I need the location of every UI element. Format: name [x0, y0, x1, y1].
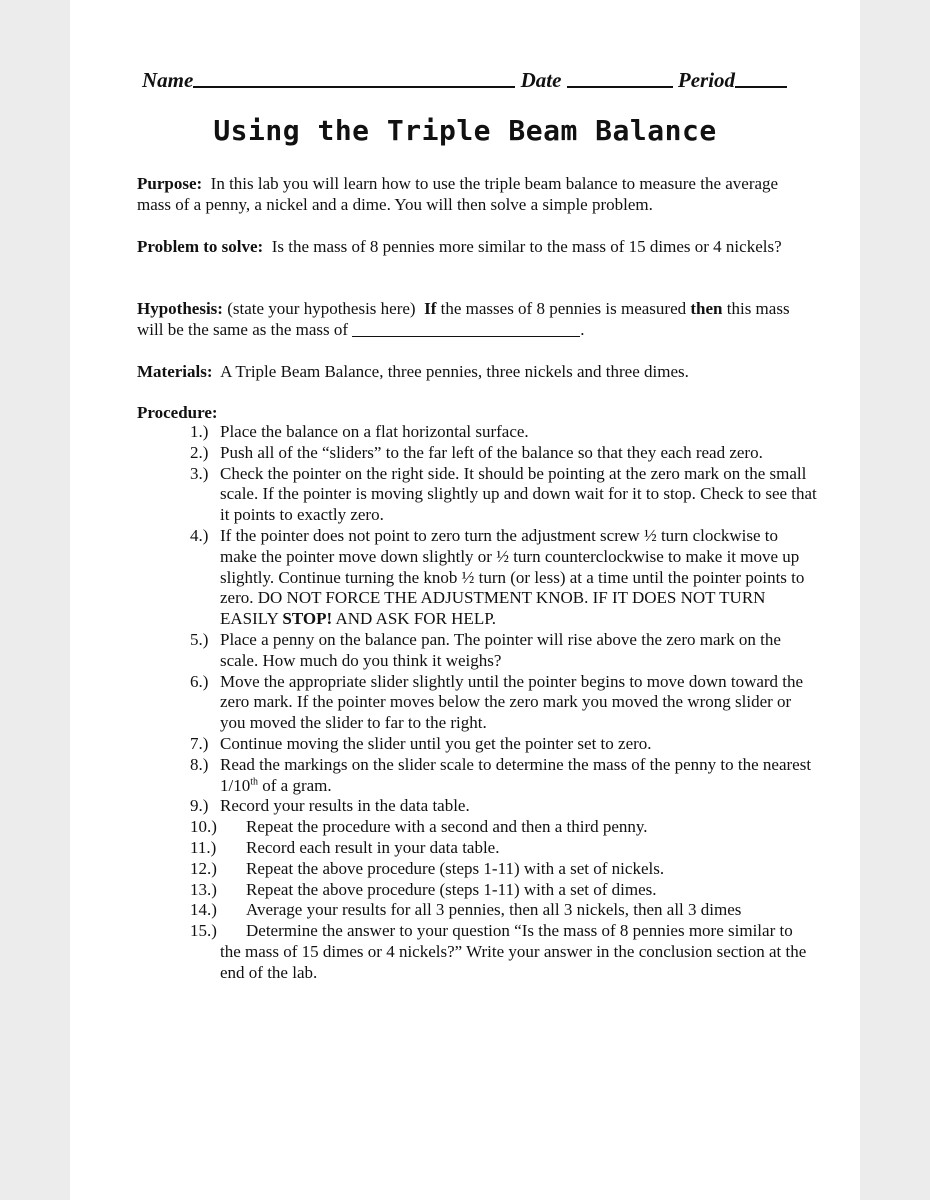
step-number: 7.)	[190, 733, 209, 753]
materials-section	[137, 361, 797, 382]
list-item	[137, 630, 817, 672]
step-number: 11.)	[190, 837, 217, 857]
step-number: 1.)	[190, 422, 209, 441]
list-item	[137, 422, 817, 443]
step-number: 4.)	[190, 525, 209, 545]
hypothesis-then: then	[690, 299, 723, 318]
hypothesis-label: Hypothesis:	[137, 299, 223, 318]
hypothesis-mid: the masses of 8 pennies is measured	[440, 299, 687, 318]
step-text: Move the appropriate slider slightly until the pointer begins to move down toward the zero mark. If the pointer moves below the zero mark you moved the wrong slider or you moved the slider to far to the right.	[220, 671, 804, 733]
step-stop-emphasis: STOP!	[282, 609, 333, 629]
step-text: Place a penny on the balance pan. The pointer will rise above the zero mark on the scale. How much do you think it weighs?	[220, 629, 781, 670]
list-item	[137, 734, 817, 755]
hypothesis-answer-blank[interactable]	[352, 321, 580, 337]
name-blank	[193, 68, 515, 88]
problem-text: Is the mass of 8 pennies more similar to the mass of 15 dimes or 4 nickels?	[271, 237, 782, 256]
list-item	[137, 755, 817, 797]
hypothesis-post: this mass will be the same as the mass of	[137, 299, 790, 339]
period-blank	[735, 68, 787, 88]
step-text: Average your results for all 3 pennies, then all 3 nickels, then all 3 dimes	[246, 900, 742, 920]
step-text: Repeat the above procedure (steps 1-11) with a set of nickels.	[246, 858, 665, 878]
header-fields	[142, 68, 792, 93]
step-number: 13.)	[190, 879, 217, 899]
step-number: 5.)	[190, 629, 209, 649]
date-blank	[567, 68, 673, 88]
step-number: 2.)	[190, 442, 209, 462]
step-text: Determine the answer to your question “Is the mass of 8 pennies more similar to the mass of 15 dimes or 4 nickels?” Write your answer in the conclusion section at the end of the lab.	[220, 921, 807, 982]
step-number: 15.)	[190, 921, 217, 941]
step-text: Push all of the “sliders” to the far left of the balance so that they each read zero.	[220, 442, 763, 462]
step-number: 14.)	[190, 900, 217, 920]
step-text: Read the markings on the slider scale to determine the mass of the penny to the nearest 1/10	[220, 754, 812, 795]
step-number: 9.)	[190, 796, 209, 816]
step-text-end: AND ASK FOR HELP.	[335, 609, 497, 629]
step-text: Repeat the procedure with a second and then a third penny.	[246, 817, 648, 837]
list-item	[137, 464, 817, 526]
step-number: 6.)	[190, 671, 209, 691]
problem-section	[137, 236, 797, 257]
step-number: 3.)	[190, 463, 209, 483]
problem-label: Problem to solve:	[137, 237, 264, 256]
step-number: 12.)	[190, 858, 217, 878]
list-item	[137, 880, 817, 901]
materials-text: A Triple Beam Balance, three pennies, three nickels and three dimes.	[220, 362, 689, 381]
hypothesis-section	[137, 298, 797, 340]
purpose-text: In this lab you will learn how to use the triple beam balance to measure the average mass of a penny, a nickel and a dime. You will then solve a simple problem.	[137, 174, 779, 214]
list-item	[137, 838, 817, 859]
step-superscript: th	[250, 775, 259, 787]
step-text: Record each result in your data table.	[246, 837, 500, 857]
procedure-label: Procedure:	[137, 403, 218, 422]
list-item	[137, 921, 817, 983]
list-item	[137, 900, 817, 921]
hypothesis-prompt: (state your hypothesis here)	[227, 299, 416, 318]
step-text-end: of a gram.	[262, 775, 332, 795]
list-item	[137, 672, 817, 734]
procedure-heading	[137, 402, 797, 423]
step-text: Repeat the above procedure (steps 1-11) with a set of dimes.	[246, 879, 657, 899]
page-title: Using the Triple Beam Balance	[213, 114, 717, 147]
step-text: Continue moving the slider until you get the pointer set to zero.	[220, 733, 652, 753]
list-item	[137, 796, 817, 817]
hypothesis-if: If	[424, 299, 437, 318]
list-item	[137, 859, 817, 880]
worksheet-page	[70, 0, 860, 1200]
hypothesis-end: .	[580, 320, 585, 339]
purpose-section	[137, 173, 797, 215]
step-text: Record your results in the data table.	[220, 796, 470, 816]
materials-label: Materials:	[137, 362, 213, 381]
period-label: Period	[677, 68, 736, 92]
step-text: Check the pointer on the right side. It should be pointing at the zero mark on the small scale. If the pointer is moving slightly up and down wait for it to stop. Check to see that it points to exactly zero.	[220, 463, 817, 525]
list-item	[137, 443, 817, 464]
purpose-label: Purpose:	[137, 174, 203, 193]
step-text: If the pointer does not point to zero turn the adjustment screw ½ turn clockwise to make the pointer move down slightly or ½ turn counterclockwise to make it move up slightly. Continue turning the knob ½ turn (or less) at a time until the pointer points to zero. DO NOT FORCE THE ADJUSTMENT KNOB. IF IT DOES NOT TURN EASILY	[220, 525, 805, 629]
step-text: Place the balance on a flat horizontal surface.	[220, 422, 529, 441]
list-item	[137, 817, 817, 838]
procedure-steps	[137, 422, 817, 984]
name-label: Name	[142, 68, 194, 92]
step-number: 8.)	[190, 754, 209, 774]
date-label: Date	[520, 68, 562, 92]
step-number: 10.)	[190, 817, 217, 837]
list-item	[137, 526, 817, 630]
